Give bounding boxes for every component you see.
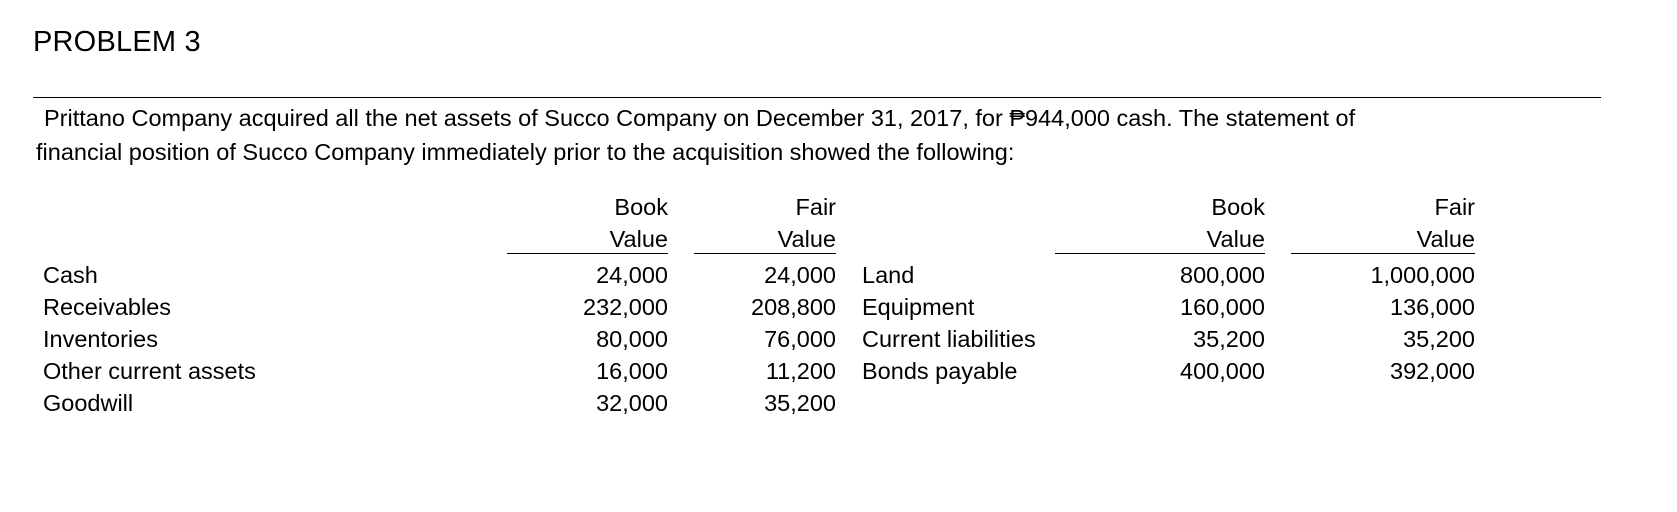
left-row-label: Other current assets bbox=[43, 358, 256, 384]
right-row-fair-value: 1,000,000 bbox=[1370, 262, 1475, 288]
right-row-book-value: 400,000 bbox=[1180, 358, 1265, 384]
problem-statement bbox=[36, 101, 1596, 169]
right-row-book-value: 800,000 bbox=[1180, 262, 1265, 288]
left-book-header-2: Value bbox=[609, 226, 668, 252]
right-row-label: Bonds payable bbox=[862, 358, 1018, 384]
left-book-header-1: Book bbox=[614, 194, 668, 220]
right-row-fair-value: 136,000 bbox=[1390, 294, 1475, 320]
left-row-label: Inventories bbox=[43, 326, 158, 352]
right-row-fair-value: 35,200 bbox=[1403, 326, 1475, 352]
left-row-book-value: 24,000 bbox=[596, 262, 668, 288]
right-row-fair-value: 392,000 bbox=[1390, 358, 1475, 384]
right-book-header-1: Book bbox=[1211, 194, 1265, 220]
left-row-label: Receivables bbox=[43, 294, 172, 320]
right-fair-underline bbox=[1291, 253, 1475, 254]
left-row-fair-value: 208,800 bbox=[751, 294, 836, 320]
right-book-underline bbox=[1055, 253, 1265, 254]
right-book-header-2: Value bbox=[1206, 226, 1265, 252]
left-row-fair-value: 76,000 bbox=[764, 326, 836, 352]
title-divider bbox=[33, 97, 1601, 98]
right-row-label: Equipment bbox=[862, 294, 975, 320]
right-row-book-value: 160,000 bbox=[1180, 294, 1265, 320]
left-fair-header-2: Value bbox=[777, 226, 836, 252]
left-row-book-value: 32,000 bbox=[596, 390, 668, 416]
statement-line-1: Prittano Company acquired all the net assets of Succo Company on December 31, 2017, for ₱944,000 cash. The statement of bbox=[44, 105, 1356, 131]
left-row-book-value: 232,000 bbox=[583, 294, 668, 320]
statement-line-2: financial position of Succo Company immediately prior to the acquisition showed the following: bbox=[36, 139, 1015, 165]
left-fair-header-1: Fair bbox=[795, 194, 836, 220]
right-row-label: Current liabilities bbox=[862, 326, 1036, 352]
left-row-book-value: 80,000 bbox=[596, 326, 668, 352]
right-row-label: Land bbox=[862, 262, 915, 288]
left-book-underline bbox=[507, 253, 668, 254]
right-row-book-value: 35,200 bbox=[1193, 326, 1265, 352]
left-row-label: Cash bbox=[43, 262, 98, 288]
problem-title: PROBLEM 3 bbox=[33, 26, 201, 58]
left-row-label: Goodwill bbox=[43, 390, 134, 416]
left-fair-underline bbox=[694, 253, 836, 254]
right-fair-header-1: Fair bbox=[1434, 194, 1475, 220]
left-row-fair-value: 11,200 bbox=[765, 358, 836, 384]
left-row-fair-value: 24,000 bbox=[764, 262, 836, 288]
left-row-fair-value: 35,200 bbox=[764, 390, 836, 416]
left-row-book-value: 16,000 bbox=[596, 358, 668, 384]
right-fair-header-2: Value bbox=[1416, 226, 1475, 252]
